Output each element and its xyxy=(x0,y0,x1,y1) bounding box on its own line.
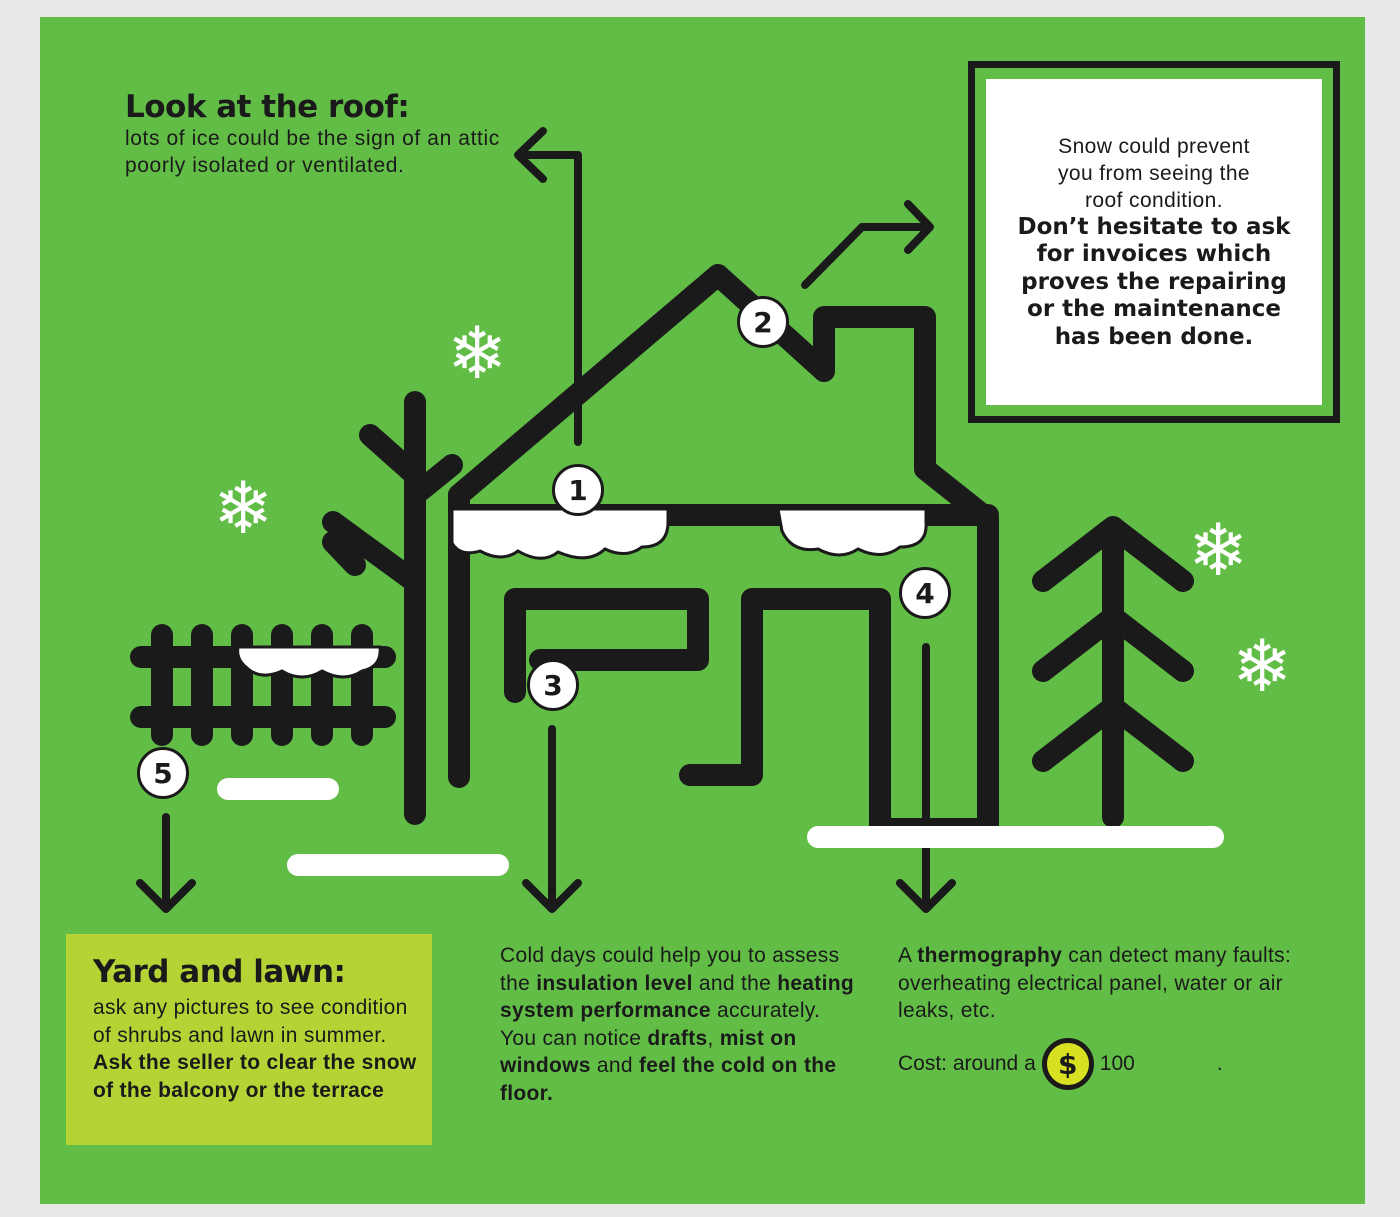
snowflake-icon: ❄ xyxy=(1188,508,1249,592)
arrow-chimney xyxy=(805,204,930,285)
snow-note-panel xyxy=(986,79,1322,405)
badge-2: 2 xyxy=(737,296,789,348)
roof-body: lots of ice could be the sign of an attic poorly isolated or ventilated. xyxy=(125,127,500,177)
insulation-note xyxy=(500,942,860,1107)
snow-note-light: Snow could prevent you from seeing the roof condition. xyxy=(1057,134,1251,212)
snowflake-icon: ❄ xyxy=(1232,624,1293,708)
snowflake-icon: ❄ xyxy=(447,311,508,395)
snow-note-bold: Don’t hesitate to ask for invoices which proves the repairing or the maintenance has been done. xyxy=(1017,213,1291,350)
yard-body xyxy=(93,994,423,1104)
cost-line xyxy=(898,1042,1318,1086)
snowflake-icon: ❄ xyxy=(213,466,274,550)
thermography-text-1: A xyxy=(898,944,912,967)
yard-heading: Yard and lawn: xyxy=(93,954,346,990)
badge-5: 5 xyxy=(137,747,189,799)
bare-tree xyxy=(333,402,452,814)
yard-note-box xyxy=(66,934,432,1145)
arrow-yard xyxy=(140,817,192,909)
insulation-bold-5: feel the cold on the floor. xyxy=(500,1054,837,1105)
infographic-board xyxy=(40,17,1365,1204)
insulation-text-1: Cold days could help you to assess the xyxy=(500,944,840,995)
insulation-text-5: and xyxy=(596,1054,633,1077)
snow-note-box xyxy=(968,61,1340,423)
roof-heading: Look at the roof: xyxy=(125,89,410,125)
snow-left-eave xyxy=(452,509,668,558)
yard-body-light: ask any pictures to see condition of shrubs and lawn in summer. xyxy=(93,996,408,1047)
thermography-text-2: can detect many faults: overheating electrical panel, water or air leaks, etc. xyxy=(898,944,1292,1022)
cost-label: Cost: around a xyxy=(898,1052,1036,1075)
dollar-coin-icon: $ xyxy=(1042,1038,1094,1090)
roof-note xyxy=(125,89,545,179)
insulation-text-3: accurately. You can notice xyxy=(500,999,821,1050)
arrow-thermography xyxy=(900,647,952,909)
insulation-bold-3: drafts xyxy=(647,1026,708,1050)
thermography-bold: thermography xyxy=(917,944,1063,967)
insulation-bold-1: insulation level xyxy=(536,971,693,995)
thermography-note xyxy=(898,942,1318,1025)
badge-3: 3 xyxy=(527,659,579,711)
badge-4: 4 xyxy=(899,567,951,619)
arrow-insulation xyxy=(526,729,578,909)
badge-1: 1 xyxy=(552,464,604,516)
insulation-bold-4: mist on windows xyxy=(500,1026,797,1077)
insulation-text-4: , xyxy=(707,1026,714,1050)
chimney xyxy=(690,317,988,829)
cost-trailing: . xyxy=(1216,1052,1223,1075)
snow-right-eave xyxy=(778,509,926,555)
pine-tree xyxy=(1043,527,1183,817)
snow-fence xyxy=(238,647,381,677)
cost-amount: 100 xyxy=(1099,1052,1135,1075)
insulation-text-2: and the xyxy=(698,971,772,995)
yard-body-bold: Ask the seller to clear the snow of the balcony or the terrace xyxy=(93,1051,417,1102)
insulation-bold-2: heating system performance xyxy=(500,971,854,1022)
